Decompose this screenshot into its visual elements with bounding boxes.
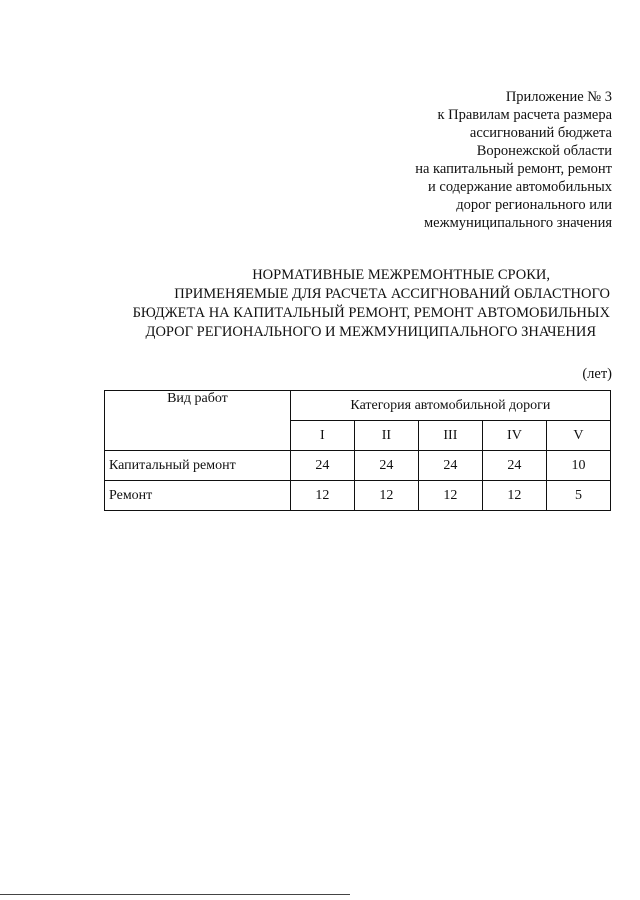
table-row bbox=[105, 451, 611, 481]
category-cell: IV bbox=[482, 421, 546, 451]
appendix-line: на капитальный ремонт, ремонт bbox=[415, 161, 612, 177]
category-cell: I bbox=[290, 421, 354, 451]
repair-intervals-table bbox=[104, 390, 611, 511]
road-category-header: Категория автомобильной дороги bbox=[290, 391, 610, 421]
appendix-line: дорог регионального или bbox=[456, 197, 612, 213]
title-line: НОРМАТИВНЫЕ МЕЖРЕМОНТНЫЕ СРОКИ, bbox=[252, 267, 550, 283]
appendix-reference bbox=[312, 88, 612, 232]
table-cell: 5 bbox=[546, 481, 610, 511]
table-cell: 12 bbox=[482, 481, 546, 511]
table-cell: 24 bbox=[290, 451, 354, 481]
table-cell: 24 bbox=[482, 451, 546, 481]
appendix-line: ассигнований бюджета bbox=[469, 125, 612, 141]
title-line: БЮДЖЕТА НА КАПИТАЛЬНЫЙ РЕМОНТ, РЕМОНТ АВТОМОБИЛЬНЫХ bbox=[132, 305, 610, 321]
title-line: ПРИМЕНЯЕМЫЕ ДЛЯ РАСЧЕТА АССИГНОВАНИЙ ОБЛАСТНОГО bbox=[174, 286, 610, 302]
title-line: ДОРОГ РЕГИОНАЛЬНОГО И МЕЖМУНИЦИПАЛЬНОГО ЗНАЧЕНИЯ bbox=[145, 324, 596, 340]
document-title bbox=[90, 266, 610, 342]
table-cell: 12 bbox=[418, 481, 482, 511]
table-cell: 12 bbox=[290, 481, 354, 511]
table-cell: 24 bbox=[418, 451, 482, 481]
table-row bbox=[105, 481, 611, 511]
appendix-line: и содержание автомобильных bbox=[428, 179, 612, 195]
appendix-line: Приложение № 3 bbox=[505, 89, 612, 105]
category-cell: V bbox=[546, 421, 610, 451]
appendix-line: межмуниципального значения bbox=[424, 215, 612, 231]
appendix-line: к Правилам расчета размера bbox=[437, 107, 612, 123]
row-label: Ремонт bbox=[105, 481, 291, 511]
appendix-line: Воронежской области bbox=[476, 143, 612, 159]
table-cell: 10 bbox=[546, 451, 610, 481]
category-cell: II bbox=[354, 421, 418, 451]
work-type-header: Вид работ bbox=[105, 391, 291, 451]
category-cell: III bbox=[418, 421, 482, 451]
footer-rule bbox=[0, 894, 350, 895]
unit-label: (лет) bbox=[582, 366, 612, 382]
table-cell: 12 bbox=[354, 481, 418, 511]
table-cell: 24 bbox=[354, 451, 418, 481]
row-label: Капитальный ремонт bbox=[105, 451, 291, 481]
table-header-row bbox=[105, 391, 611, 421]
